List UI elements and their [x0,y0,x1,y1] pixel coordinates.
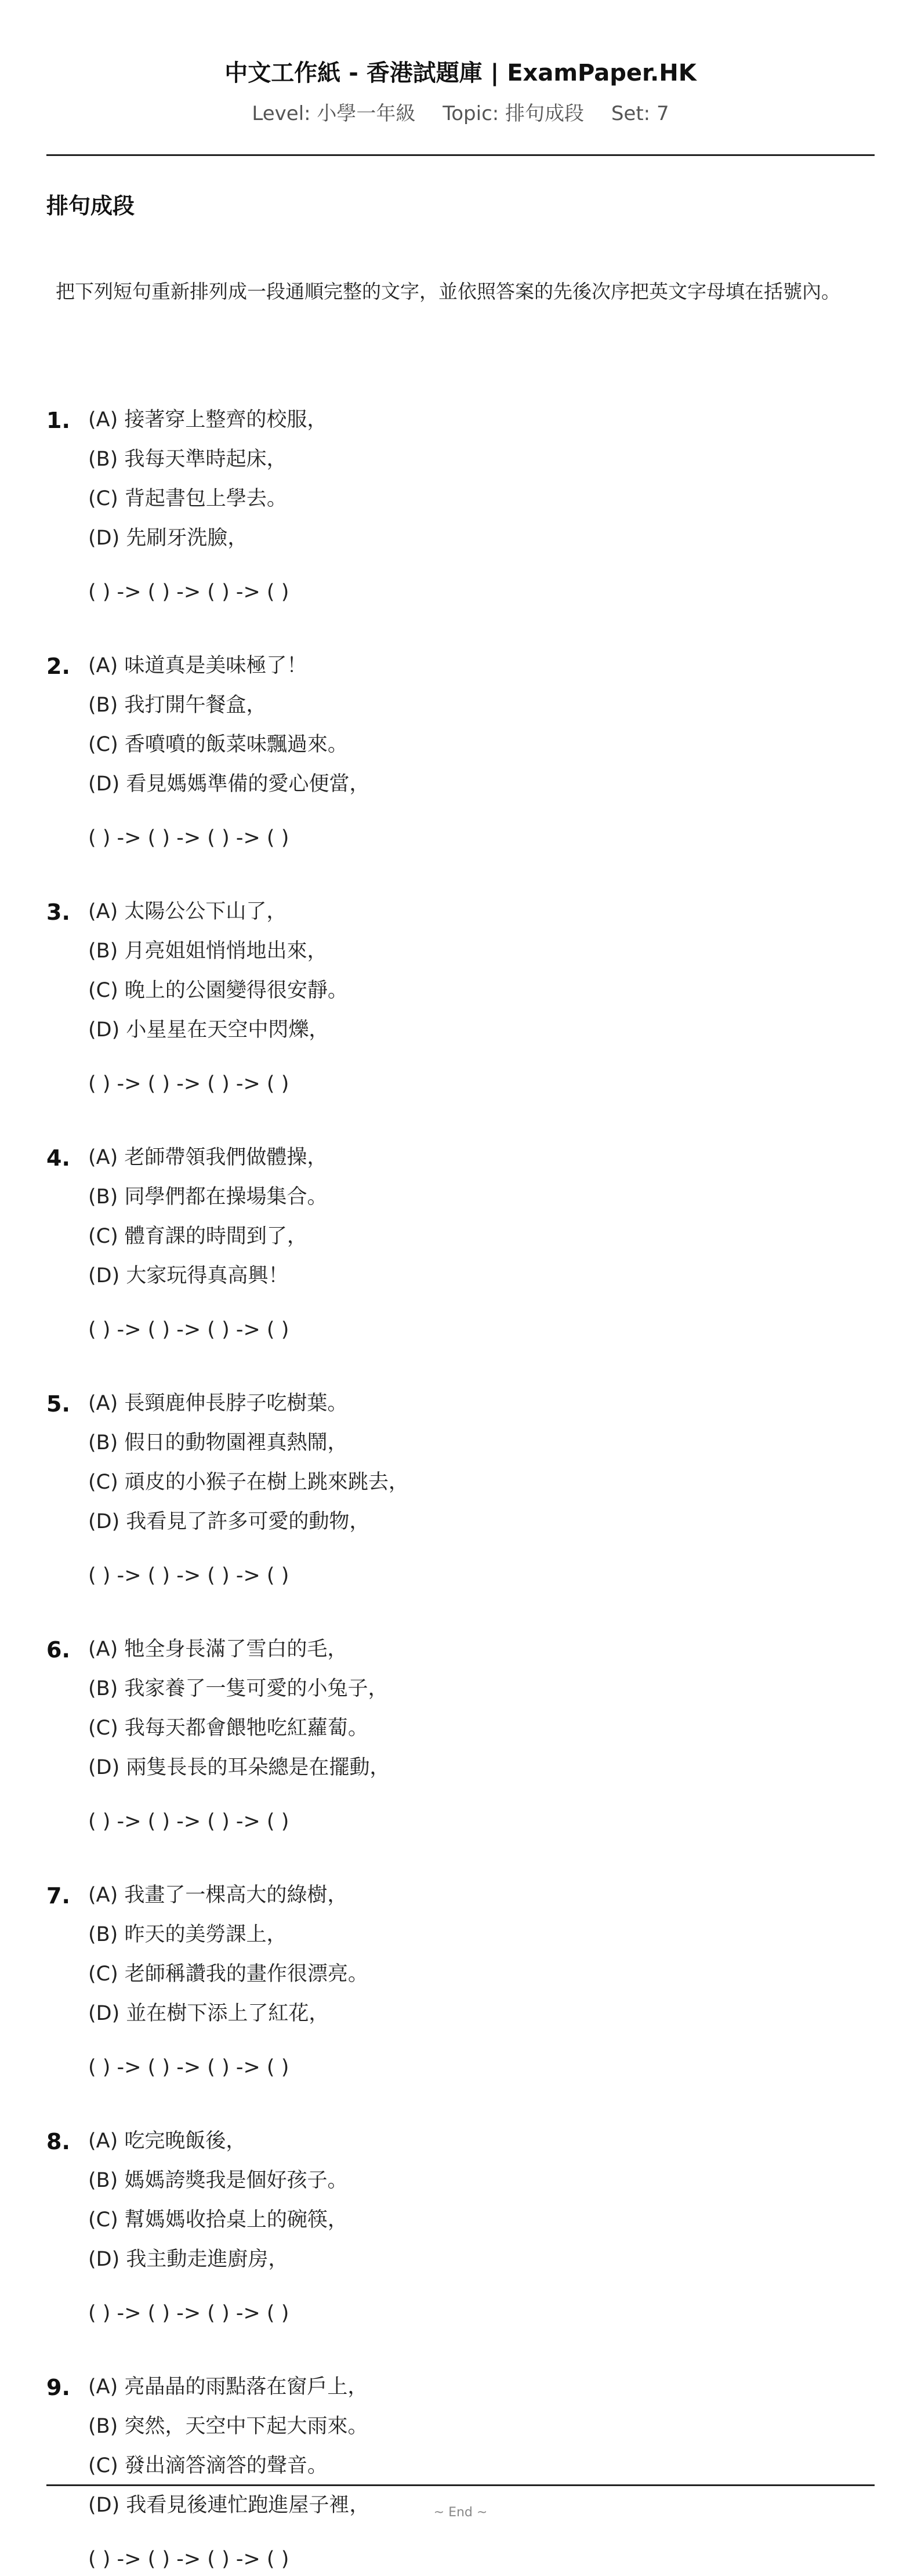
option-d: (D) 我看見了許多可愛的動物， [88,1510,370,1533]
question-number: 6. [46,1637,70,1663]
topic-label: Topic: 排句成段 [443,102,585,125]
option-d: (D) 小星星在天空中閃爍， [88,1018,329,1042]
option-c: (C) 我每天都會餵牠吃紅蘿蔔。 [88,1717,368,1740]
option-d: (D) 先刷牙洗臉， [88,527,248,550]
answer-blanks: ( ) -> ( ) -> ( ) -> ( ) [88,2302,289,2325]
question-number: 8. [46,2129,70,2154]
option-d: (D) 我主動走進廚房， [88,2248,289,2271]
option-a: (A) 亮晶晶的雨點落在窗戶上， [88,2375,368,2399]
option-c: (C) 體育課的時間到了， [88,1225,307,1248]
worksheet-title: 中文工作紙 - 香港試題庫 | ExamPaper.HK [224,60,697,86]
option-list [88,1875,368,2033]
worksheet-page [46,0,875,2571]
option-d: (D) 大家玩得真高興！ [88,1264,289,1287]
instructions-text: 把下列短句重新排列成一段通順完整的文字，並依照答案的先後次序把英文字母填在括號內。 [56,280,840,303]
option-a: (A) 我畫了一棵高大的綠樹， [88,1884,348,1907]
option-c: (C) 香噴噴的飯菜味飄過來。 [88,733,348,756]
question-number: 2. [46,654,70,679]
option-b: (B) 媽媽誇獎我是個好孩子。 [88,2169,348,2192]
end-mark: ~ End ~ [433,2505,488,2520]
answer-blanks: ( ) -> ( ) -> ( ) -> ( ) [88,1810,289,1833]
option-c: (C) 老師稱讚我的畫作很漂亮。 [88,1962,368,1986]
option-list [88,892,348,1050]
question-number: 9. [46,2375,70,2400]
answer-blanks: ( ) -> ( ) -> ( ) -> ( ) [88,2548,289,2571]
header-divider [46,154,875,156]
option-list [88,646,369,804]
section-title: 排句成段 [46,193,135,219]
set-label: Set: 7 [611,102,669,125]
option-a: (A) 老師帶領我們做體操， [88,1146,328,1169]
answer-blanks: ( ) -> ( ) -> ( ) -> ( ) [88,1564,289,1587]
answer-blanks: ( ) -> ( ) -> ( ) -> ( ) [88,826,289,850]
answer-blanks: ( ) -> ( ) -> ( ) -> ( ) [88,1318,289,1341]
option-b: (B) 我每天準時起床， [88,448,287,471]
option-a: (A) 長頸鹿伸長脖子吃樹葉。 [88,1392,348,1415]
option-list [88,2367,369,2525]
option-b: (B) 月亮姐姐悄悄地出來， [88,939,328,963]
question-number: 3. [46,899,70,925]
option-c: (C) 發出滴答滴答的聲音。 [88,2454,328,2477]
option-b: (B) 同學們都在操場集合。 [88,1185,328,1209]
option-c: (C) 背起書包上學去。 [88,487,287,510]
footer-divider [46,2484,875,2486]
option-list [88,1630,390,1787]
question-number: 5. [46,1391,70,1417]
option-d: (D) 看見媽媽準備的愛心便當， [88,772,370,796]
option-list [88,2121,348,2279]
option-a: (A) 牠全身長滿了雪白的毛， [88,1638,348,1661]
answer-blanks: ( ) -> ( ) -> ( ) -> ( ) [88,2056,289,2079]
option-b: (B) 突然，天空中下起大雨來。 [88,2415,368,2438]
option-a: (A) 吃完晚飯後， [88,2129,246,2153]
question-number: 1. [46,408,70,433]
option-b: (B) 我家養了一隻可愛的小兔子， [88,1677,389,1700]
option-c: (C) 幫媽媽收拾桌上的碗筷， [88,2208,348,2232]
answer-blanks: ( ) -> ( ) -> ( ) -> ( ) [88,580,289,604]
option-list [88,400,327,558]
option-d: (D) 兩隻長長的耳朵總是在擺動， [88,1756,390,1779]
option-c: (C) 晚上的公園變得很安靜。 [88,979,348,1002]
option-c: (C) 頑皮的小猴子在樹上跳來跳去， [88,1471,409,1494]
option-list [88,1138,327,1296]
option-d: (D) 我看見後連忙跑進屋子裡， [88,2494,370,2517]
option-a: (A) 接著穿上整齊的校服， [88,408,328,431]
answer-blanks: ( ) -> ( ) -> ( ) -> ( ) [88,1072,289,1095]
option-b: (B) 昨天的美勞課上， [88,1923,287,1946]
question-number: 4. [46,1145,70,1171]
option-list [88,1384,409,1541]
worksheet-meta [46,101,875,126]
option-d: (D) 並在樹下添上了紅花， [88,2002,329,2025]
option-a: (A) 太陽公公下山了， [88,900,287,923]
worksheet-header [46,0,875,126]
option-a: (A) 味道真是美味極了！ [88,654,307,677]
option-b: (B) 假日的動物園裡真熱鬧， [88,1431,348,1454]
option-b: (B) 我打開午餐盒， [88,694,267,717]
question-number: 7. [46,1883,70,1909]
level-label: Level: 小學一年級 [252,102,416,125]
